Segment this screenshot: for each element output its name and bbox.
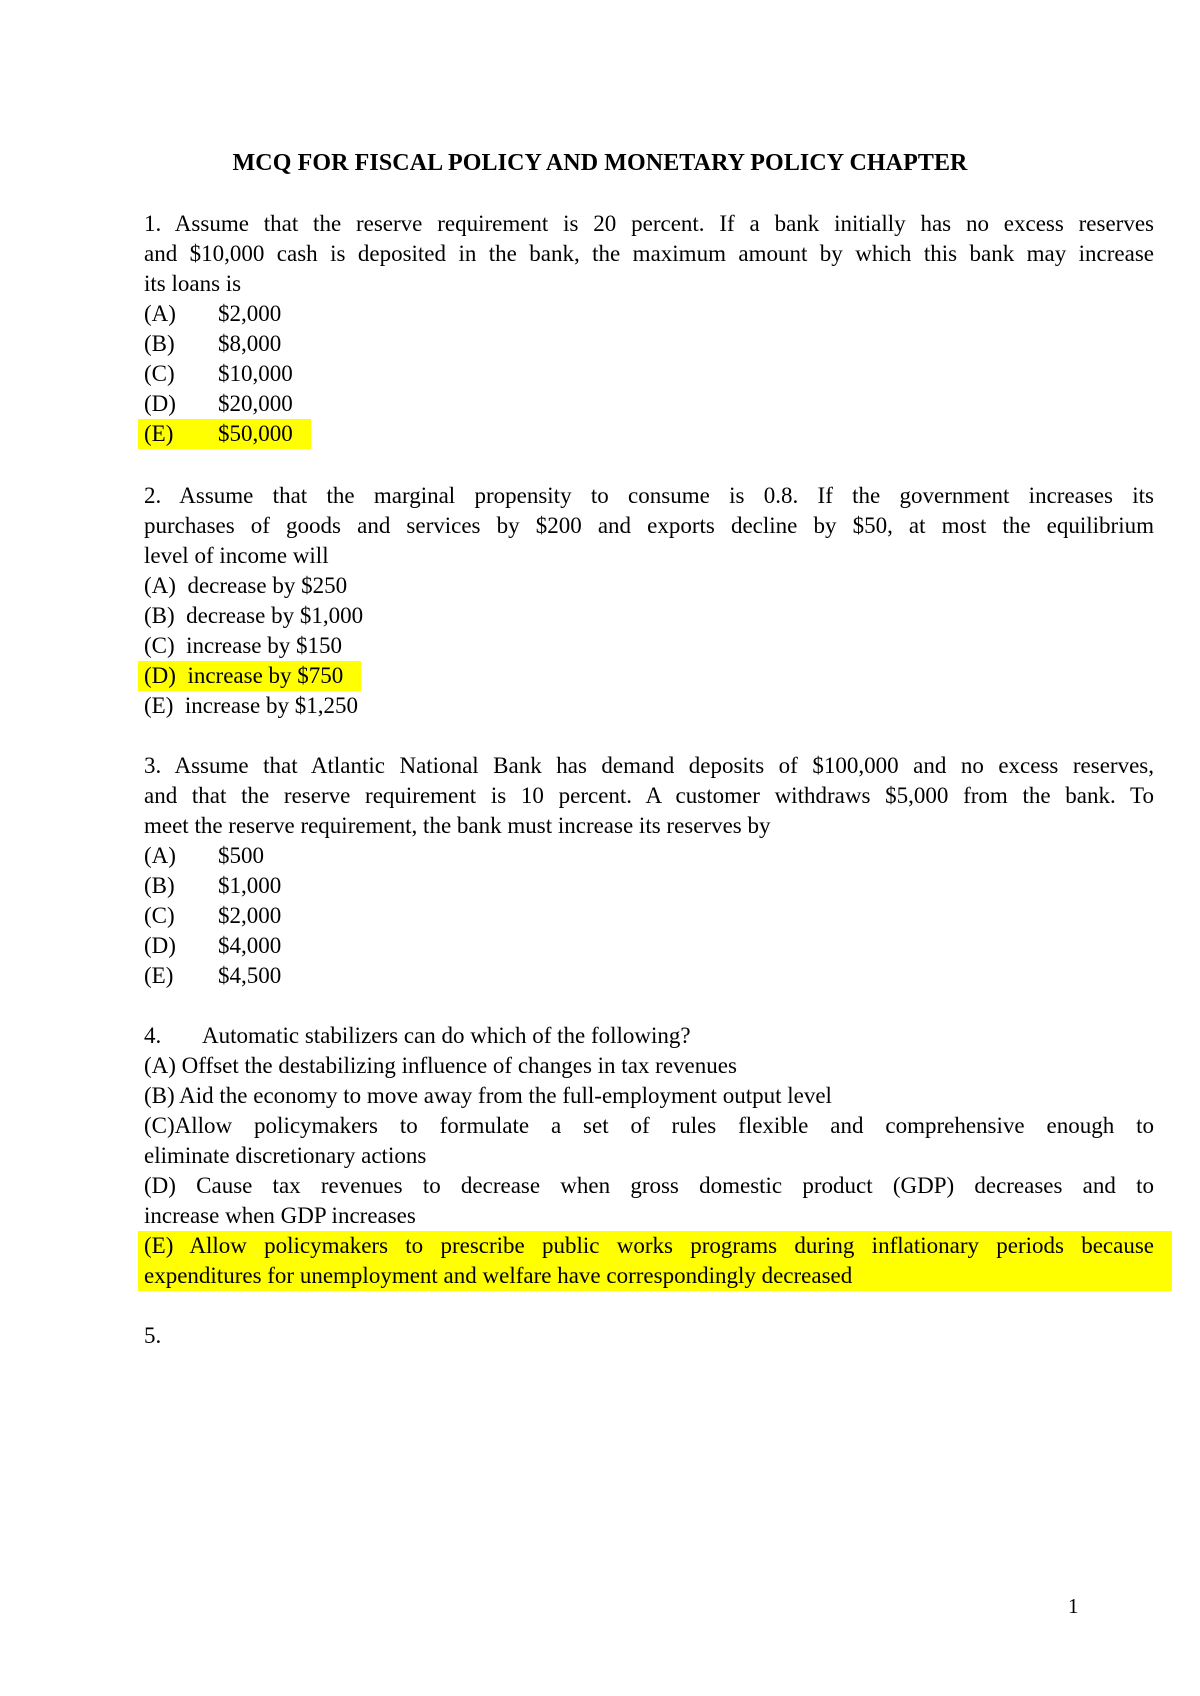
option-4d-line-2: increase when GDP increases	[144, 1203, 416, 1228]
option-2c	[144, 631, 1154, 661]
option-3b	[144, 871, 1154, 901]
option-3e	[144, 961, 1154, 991]
option-text: decrease by $1,000	[186, 603, 364, 628]
option-text: $500	[218, 843, 264, 868]
question-text: Automatic stabilizers can do which of the following?	[202, 1023, 691, 1048]
question-5-number: 5.	[144, 1323, 162, 1348]
option-text: $2,000	[218, 903, 282, 928]
option-text: $8,000	[218, 331, 282, 356]
question-3-line-2: and that the reserve requirement is 10 percent. A customer withdraws $5,000 from the bank. To	[144, 783, 1154, 808]
answer-highlight	[138, 419, 311, 449]
option-label: (A)	[144, 573, 176, 598]
question-3	[144, 751, 1154, 991]
option-1e-highlighted	[144, 419, 1154, 449]
option-4e-line-2: expenditures for unemployment and welfare have correspondingly decreased	[144, 1263, 853, 1288]
option-label: (A)	[144, 843, 176, 868]
question-1-line-2: and $10,000 cash is deposited in the bank, the maximum amount by which this bank may increase	[144, 241, 1154, 266]
option-label: (B)	[144, 873, 175, 898]
option-4d-line-1: (D) Cause tax revenues to decrease when gross domestic product (GDP) decreases and to	[144, 1173, 1154, 1198]
option-label: (C)	[144, 903, 175, 928]
option-2b	[144, 601, 1154, 631]
option-1c	[144, 359, 1154, 389]
option-text: $1,000	[218, 873, 282, 898]
question-1-line-1: 1. Assume that the reserve requirement is 20 percent. If a bank initially has no excess reserves	[144, 211, 1154, 236]
option-4c-line-1: (C)Allow policymakers to formulate a set of rules flexible and comprehensive enough to	[144, 1113, 1154, 1138]
option-text: $20,000	[218, 391, 293, 416]
question-1	[144, 209, 1154, 449]
option-2d-highlighted	[144, 661, 1154, 691]
option-label: (C)	[144, 361, 175, 386]
option-label: (C)	[144, 633, 175, 658]
option-label: (E)	[144, 421, 174, 446]
option-4b: (B) Aid the economy to move away from the full-employment output level	[144, 1083, 832, 1108]
option-3d	[144, 931, 1154, 961]
option-2e	[144, 691, 1154, 721]
question-2	[144, 481, 1154, 721]
question-4	[144, 1021, 1154, 1291]
option-text: $2,000	[218, 301, 282, 326]
option-1a	[144, 299, 1154, 329]
option-label: (B)	[144, 603, 175, 628]
answer-highlight	[138, 661, 361, 691]
question-3-line-3: meet the reserve requirement, the bank must increase its reserves by	[144, 813, 771, 838]
option-text: increase by $150	[186, 633, 343, 658]
option-4c-line-2: eliminate discretionary actions	[144, 1143, 427, 1168]
option-text: increase by $1,250	[184, 693, 358, 718]
option-4e-line-1: (E) Allow policymakers to prescribe public works programs during inflationary periods because	[144, 1233, 1154, 1258]
question-2-line-2: purchases of goods and services by $200 and exports decline by $50, at most the equilibrium	[144, 513, 1154, 538]
option-text: increase by $750	[187, 663, 344, 688]
option-label: (D)	[144, 663, 176, 688]
question-2-line-1: 2. Assume that the marginal propensity to consume is 0.8. If the government increases its	[144, 483, 1154, 508]
question-number: 4.	[144, 1023, 162, 1048]
question-3-line-1: 3. Assume that Atlantic National Bank has demand deposits of $100,000 and no excess reserves,	[144, 753, 1154, 778]
option-2a	[144, 571, 1154, 601]
question-2-line-3: level of income will	[144, 543, 329, 568]
option-3a	[144, 841, 1154, 871]
page-title: MCQ FOR FISCAL POLICY AND MONETARY POLICY CHAPTER	[232, 150, 968, 176]
option-label: (E)	[144, 693, 174, 718]
question-5	[144, 1321, 1154, 1351]
option-label: (D)	[144, 391, 176, 416]
option-3c	[144, 901, 1154, 931]
option-label: (E)	[144, 963, 174, 988]
option-label: (B)	[144, 331, 175, 356]
option-text: decrease by $250	[187, 573, 348, 598]
page-number: 1	[1068, 1594, 1079, 1618]
question-4-stem	[144, 1021, 1154, 1051]
option-1b	[144, 329, 1154, 359]
option-label: (A)	[144, 301, 176, 326]
option-text: $4,000	[218, 933, 282, 958]
option-label: (D)	[144, 933, 176, 958]
option-text: $50,000	[218, 421, 293, 446]
option-4a: (A) Offset the destabilizing influence of changes in tax revenues	[144, 1053, 737, 1078]
question-1-line-3: its loans is	[144, 271, 242, 296]
option-1d	[144, 389, 1154, 419]
option-text: $4,500	[218, 963, 282, 988]
option-text: $10,000	[218, 361, 293, 386]
